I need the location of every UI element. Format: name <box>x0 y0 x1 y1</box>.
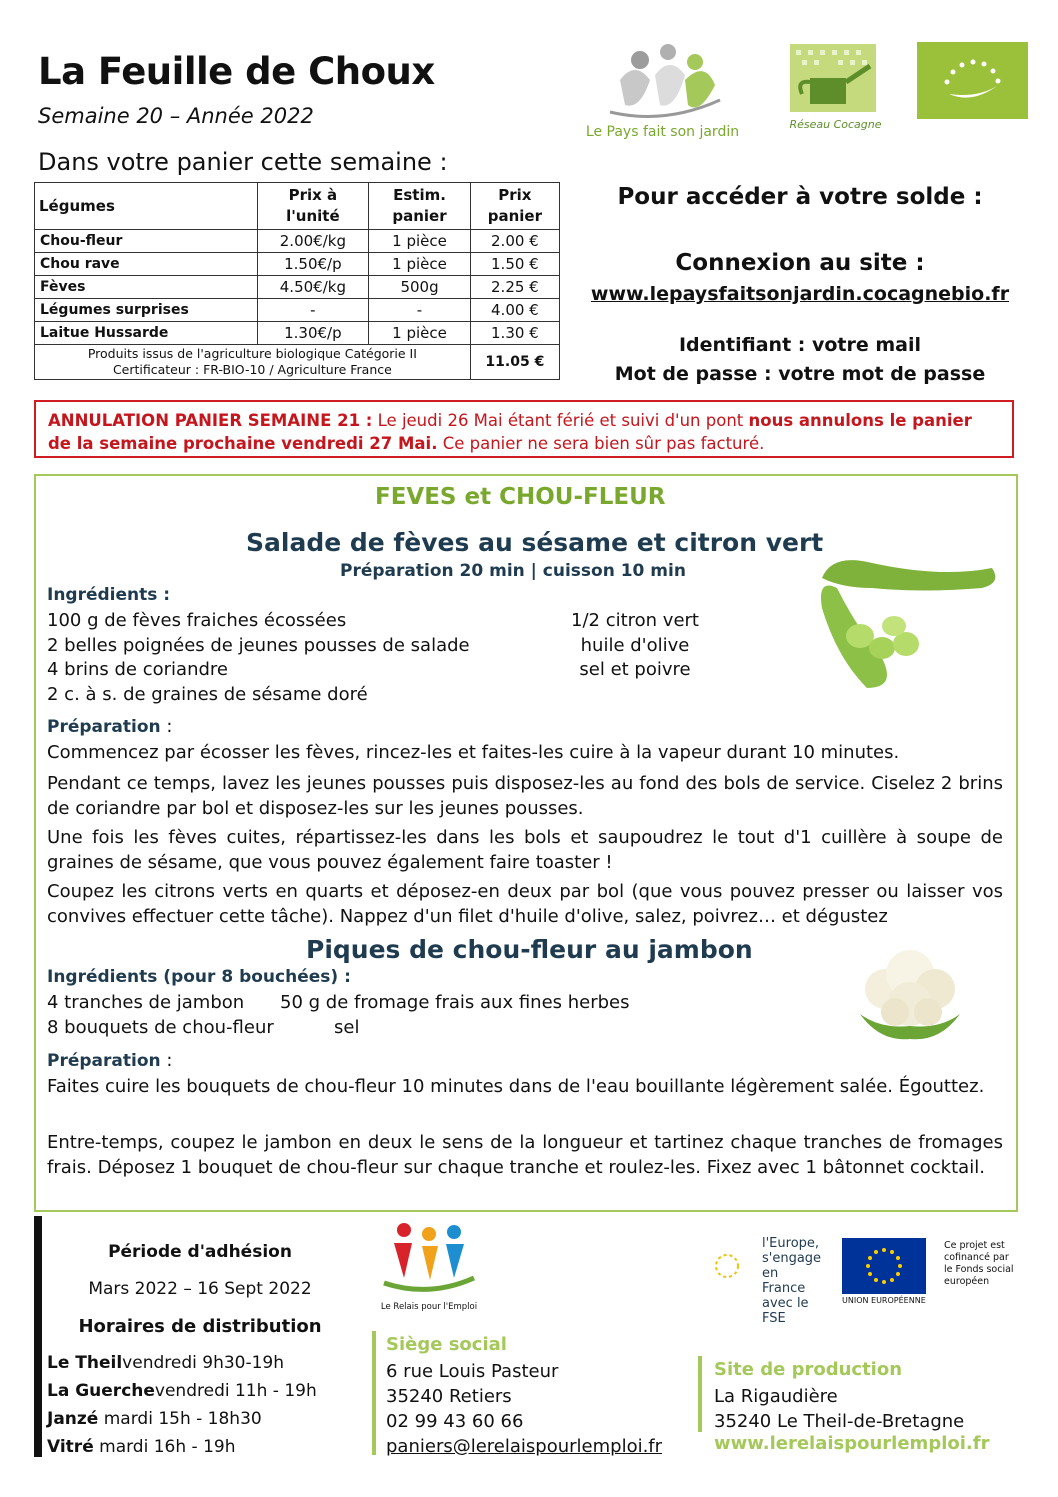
recipe2-ingredient: sel <box>334 1017 360 1038</box>
horaire-item: Le Theilvendredi 9h30-19h <box>47 1353 285 1373</box>
table-header-row <box>35 183 560 230</box>
login-hint: Identifiant : votre mail <box>678 334 922 356</box>
recipe1-time: Préparation 20 min | cuisson 10 min <box>340 561 686 581</box>
password-hint: Mot de passe : votre mot de passe <box>614 363 986 385</box>
basket-table <box>34 182 560 380</box>
site-url-link[interactable]: www.lerelaispourlemploi.fr <box>714 1433 990 1454</box>
eu-label: UNION EUROPÉENNE <box>842 1296 926 1305</box>
recipe1-ingredients-left <box>47 609 470 707</box>
col-header-unit-price: Prix à l'unité <box>257 183 369 230</box>
siege-address: 6 rue Louis Pasteur 35240 Retiers 02 99 43 60 66 paniers@lerelaispourlemploi.fr <box>386 1361 663 1457</box>
recipe2-ingredients-label: Ingrédients (pour 8 bouchées) : <box>47 967 351 987</box>
connexion-label: Connexion au site : <box>675 250 925 276</box>
basket-price: 2.00 € <box>470 230 559 253</box>
recipe2-ingredient: 8 bouquets de chou-fleur <box>47 1017 274 1038</box>
basket-price: 1.30 € <box>470 322 559 345</box>
table-row <box>35 230 560 253</box>
account-site-link[interactable]: www.lepaysfaitsonjardin.cocagnebio.fr <box>590 283 1010 305</box>
siege-divider <box>372 1331 376 1455</box>
recipe2-ingredient: 50 g de fromage frais aux fines herbes <box>280 992 630 1013</box>
table-row <box>35 299 560 322</box>
ingredient: huile d'olive <box>580 634 690 656</box>
cocagne-logo <box>788 42 883 137</box>
horaire-item: Vitré mardi 16h - 19h <box>47 1437 236 1457</box>
recipe2-preparation-label: Préparation : <box>47 1050 173 1071</box>
horaires-label: Horaires de distribution <box>78 1316 322 1337</box>
estimate: 500g <box>369 276 471 299</box>
relais-pour-emploi-logo <box>374 1218 484 1318</box>
recipe2-step: Entre-temps, coupez le jambon en deux le sens de la longueur et tartinez chaque tranches de fromages frais. Déposez 1 bouquet de chou-fleur sur chaque tranche et roulez-les. Fixez avec 1 bâtonnet cocktail. <box>47 1132 1003 1178</box>
recipe2-ingredient: 4 tranches de jambon <box>47 992 245 1013</box>
site-label: Site de production <box>714 1359 903 1380</box>
col-header-legumes: Légumes <box>35 183 258 230</box>
unit-price: 4.50€/kg <box>257 276 369 299</box>
recipe1-step: Une fois les fèves cuites, répartissez-les dans les bols et saupoudrez le tout d'1 cuillère à soupe de graines de sésame, que vous pouvez également faire toaster ! <box>47 827 1003 873</box>
veg-name: Fèves <box>35 276 258 299</box>
veg-name: Chou-fleur <box>35 230 258 253</box>
site-divider <box>698 1356 702 1432</box>
recipe2-title: Piques de chou-fleur au jambon <box>306 935 753 964</box>
estimate: 1 pièce <box>369 253 471 276</box>
adhesion-label: Période d'adhésion <box>108 1242 292 1262</box>
basket-price: 4.00 € <box>470 299 559 322</box>
europe-logo-label: l'Europe, s'engage en France avec le FSE <box>762 1236 822 1326</box>
unit-price: 1.50€/p <box>257 253 369 276</box>
unit-price: 2.00€/kg <box>257 230 369 253</box>
veg-name: Laitue Hussarde <box>35 322 258 345</box>
relais-logo-label: Le Relais pour l'Emploi <box>380 1302 478 1312</box>
pays-fait-son-jardin-logo <box>580 40 745 140</box>
week-label: Semaine 20 – Année 2022 <box>38 104 314 128</box>
recipe-section-heading: FEVES et CHOU-FLEUR <box>375 484 666 510</box>
siege-email-link[interactable]: paniers@lerelaispourlemploi.fr <box>386 1436 663 1457</box>
table-row <box>35 322 560 345</box>
estimate: 1 pièce <box>369 322 471 345</box>
cauliflower-image <box>850 944 970 1042</box>
table-row <box>35 276 560 299</box>
site-address: La Rigaudière 35240 Le Theil-de-Bretagne <box>714 1386 965 1432</box>
ingredient: sel et poivre <box>579 659 691 680</box>
recipe1-step: Commencez par écosser les fèves, rincez-les et faites-les cuire à la vapeur durant 10 minutes. <box>47 742 900 763</box>
recipe1-ingredients-label: Ingrédients : <box>47 585 171 605</box>
pays-logo-label: Le Pays fait son jardin <box>585 124 740 140</box>
horaire-item: Janzé mardi 15h - 18h30 <box>47 1409 262 1429</box>
recipe1-step: Pendant ce temps, lavez les jeunes pousses puis disposez-les au fond des bols de service. Ciselez 2 brins de coriandre par bol et disposez-les sur les jeunes pousses. <box>47 773 1003 819</box>
recipe1-ingredients-right <box>540 609 730 683</box>
footer-left-bar <box>34 1216 42 1457</box>
basket-price: 1.50 € <box>470 253 559 276</box>
siege-label: Siège social <box>386 1334 507 1355</box>
veg-name: Chou rave <box>35 253 258 276</box>
unit-price: 1.30€/p <box>257 322 369 345</box>
basket-price: 2.25 € <box>470 276 559 299</box>
adhesion-dates: Mars 2022 – 16 Sept 2022 <box>88 1279 312 1299</box>
ingredient: 4 brins de coriandre <box>47 659 228 680</box>
unit-price: - <box>257 299 369 322</box>
horaire-item: La Guerchevendredi 11h - 19h <box>47 1381 317 1401</box>
estimate: - <box>369 299 471 322</box>
recipe1-title: Salade de fèves au sésame et citron vert <box>246 528 824 557</box>
eu-organic-logo <box>917 42 1028 119</box>
veg-name: Légumes surprises <box>35 299 258 322</box>
basket-title: Dans votre panier cette semaine : <box>38 148 448 176</box>
ingredient: 2 c. à s. de graines de sésame doré <box>47 683 368 705</box>
horaires-list <box>47 1349 317 1461</box>
page-title: La Feuille de Choux <box>38 50 435 93</box>
basket-total: 11.05 € <box>470 345 559 380</box>
estimate: 1 pièce <box>369 230 471 253</box>
table-footer-row <box>35 345 560 380</box>
table-row <box>35 253 560 276</box>
europe-engage-logo <box>700 1236 825 1326</box>
col-header-estimate: Estim. panier <box>369 183 471 230</box>
recipe1-preparation-label: Préparation : <box>47 716 173 737</box>
cocagne-logo-label: Réseau Cocagne <box>789 118 882 131</box>
ingredient: 1/2 citron vert <box>571 610 699 631</box>
col-header-basket-price: Prix panier <box>470 183 559 230</box>
fse-note: Ce projet est cofinancé par le Fonds social européen <box>944 1240 1014 1287</box>
recipe1-step: Coupez les citrons verts en quarts et déposez-en deux par bol (que vous pouvez presser ou laisser vos convives effectuer cette tâche). Nappez d'un filet d'huile d'olive, salez, poivrez… et dégustez <box>47 881 1003 927</box>
ingredient: 100 g de fèves fraiches écossées <box>47 610 347 631</box>
eu-flag <box>842 1238 926 1294</box>
certification-note: Produits issus de l'agriculture biologique Catégorie II Certificateur : FR-BIO-10 / Agriculture France <box>35 345 471 380</box>
cancellation-notice: ANNULATION PANIER SEMAINE 21 : Le jeudi 26 Mai étant férié et suivi d'un pont nous annulons le panier de la semaine prochaine vendredi 27 Mai. Ce panier ne sera bien sûr pas facturé. <box>34 400 1014 458</box>
solde-title: Pour accéder à votre solde : <box>617 184 983 210</box>
ingredient: 2 belles poignées de jeunes pousses de salade <box>47 634 470 656</box>
recipe2-step: Faites cuire les bouquets de chou-fleur 10 minutes dans de l'eau bouillante légèrement salée. Égouttez. <box>47 1076 985 1097</box>
fava-beans-image <box>812 548 1008 698</box>
